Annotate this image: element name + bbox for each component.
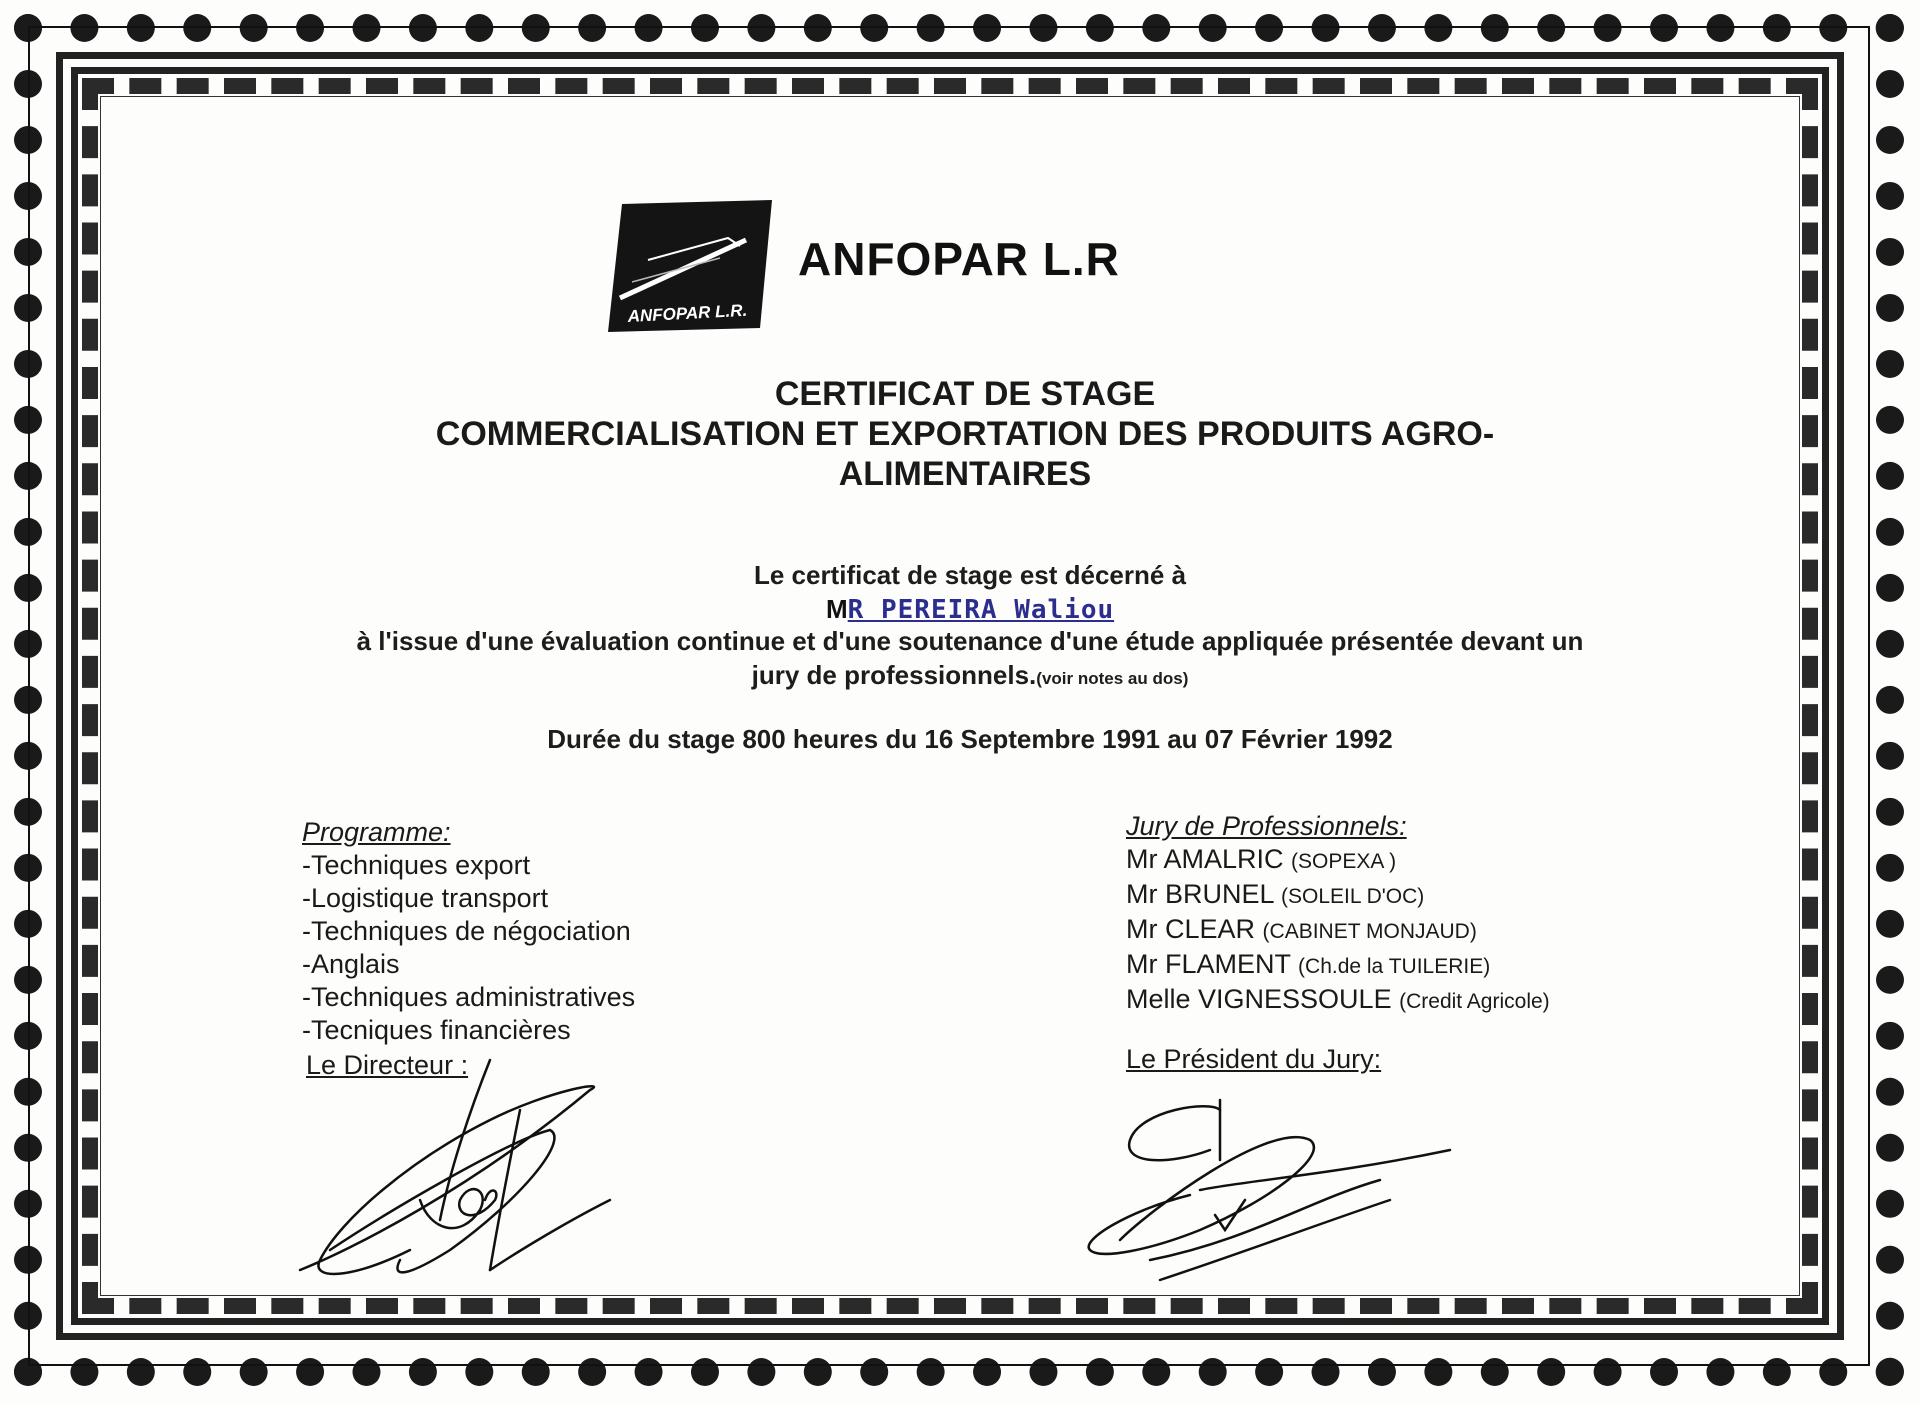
programme-list — [302, 816, 635, 1047]
director-signature — [290, 1050, 630, 1290]
jury-list — [1126, 810, 1550, 1018]
president-signature — [1050, 1080, 1490, 1290]
jury-member-name: Melle VIGNESSOULE — [1126, 984, 1392, 1014]
recipient-row — [826, 594, 1114, 625]
jury-member-name: Mr AMALRIC — [1126, 844, 1284, 874]
title-line-3: ALIMENTAIRES — [838, 455, 1092, 493]
jury-heading: Jury de Professionnels: — [1126, 811, 1407, 841]
awarded-text: Le certificat de stage est décerné à — [753, 560, 1187, 590]
jury-member — [1126, 878, 1550, 913]
anfopar-logo — [608, 200, 774, 332]
jury-member-org: (SOPEXA ) — [1291, 850, 1397, 873]
programme-heading: Programme: — [302, 817, 451, 847]
programme-item: -Techniques administratives — [302, 982, 636, 1012]
jury-member — [1126, 948, 1550, 983]
jury-member-org: (SOLEIL D'OC) — [1281, 885, 1425, 908]
issue-text-line-1: à l'issue d'une évaluation continue et d'une soutenance d'une étude appliquée présentée devant un — [356, 626, 1584, 656]
programme-item: -Anglais — [302, 949, 400, 979]
issue-note: (voir notes au dos) — [1036, 669, 1189, 688]
issue-text-jury: jury de professionnels. — [751, 660, 1037, 690]
org-name: ANFOPAR L.R — [798, 233, 1120, 285]
title-line-1: CERTIFICAT DE STAGE — [774, 375, 1156, 413]
certificate-title — [300, 374, 1630, 494]
jury-member — [1126, 913, 1550, 948]
logo-text: ANFOPAR L.R. — [627, 300, 748, 326]
jury-member-org: (CABINET MONJAUD) — [1262, 920, 1477, 943]
programme-item: -Techniques de négociation — [302, 916, 631, 946]
programme-item: -Logistique transport — [302, 883, 549, 913]
president-label: Le Président du Jury: — [1126, 1044, 1382, 1074]
jury-member-name: Mr FLAMENT — [1126, 949, 1291, 979]
programme-item: -Tecniques financières — [302, 1015, 571, 1045]
jury-member — [1126, 983, 1550, 1018]
jury-member-name: Mr CLEAR — [1126, 914, 1256, 944]
title-line-2: COMMERCIALISATION ET EXPORTATION DES PRODUITS AGRO- — [435, 415, 1495, 453]
issue-text-line-2 — [200, 660, 1740, 691]
jury-member-org: (Credit Agricole) — [1399, 990, 1550, 1013]
jury-member — [1126, 843, 1550, 878]
duration-text: Durée du stage 800 heures du 16 Septembre 1991 au 07 Février 1992 — [547, 724, 1393, 754]
programme-item: -Techniques export — [302, 850, 531, 880]
recipient-name-handwritten: R PEREIRA Waliou — [847, 595, 1115, 625]
jury-member-name: Mr BRUNEL — [1126, 879, 1274, 909]
director-label: Le Directeur : — [306, 1050, 469, 1080]
recipient-prefix: M — [826, 594, 848, 624]
jury-member-org: (Ch.de la TUILERIE) — [1298, 955, 1491, 978]
